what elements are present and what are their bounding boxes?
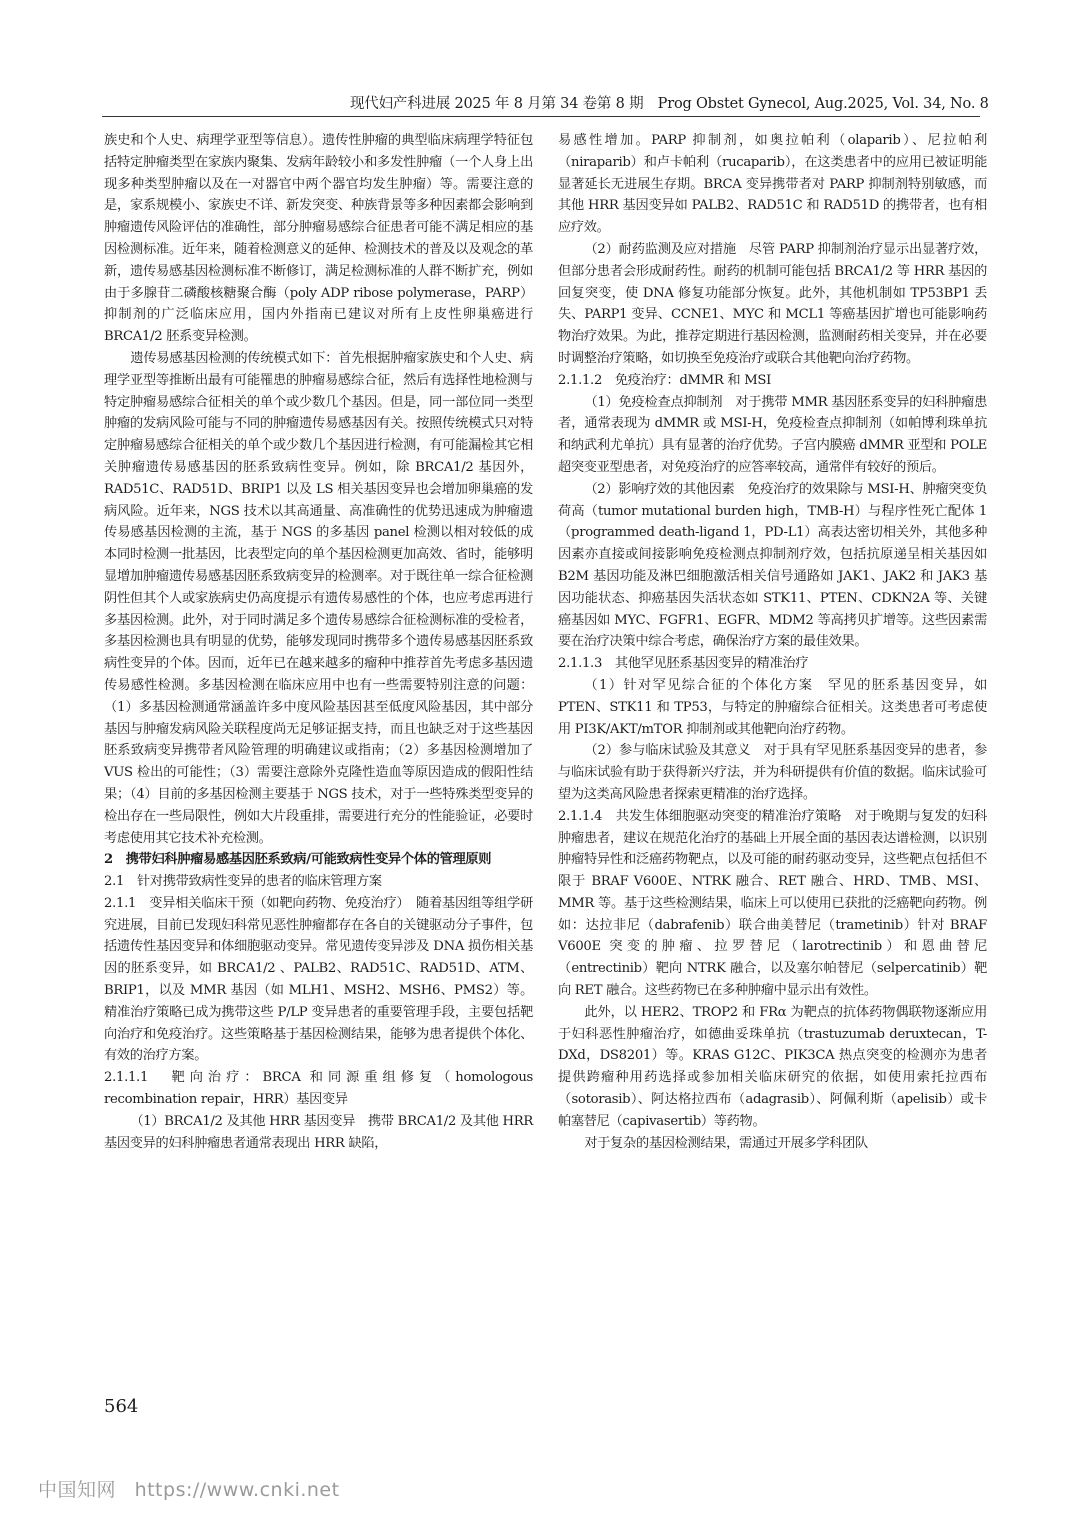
- paragraph: 此外，以 HER2、TROP2 和 FRα 为靶点的抗体药物偶联物逐渐应用于妇科恶性肿瘤治疗，如德曲妥珠单抗（trastuzumab deruxtecan，T-DXd，DS8201）等。KRAS G12C、PIK3CA 热点突变的检测亦为患者提供跨瘤种用药选择或参加相关临床研究的依据，如使用索托拉西布（sotorasib）、阿达格拉西布（adagrasib）、阿佩利斯（apelisib）或卡帕塞替尼（capivasertib）等药物。: [558, 1004, 987, 1129]
- paragraph: （1）免疫检查点抑制剂 对于携带 MMR 基因胚系变异的妇科肿瘤患者，通常表现为 dMMR 或 MSI-H，免疫检查点抑制剂（如帕博利珠单抗和纳武利尤单抗）具有显著的治疗优势。子宫内膜癌 dMMR 亚型和 POLE 超突变亚型患者，对免疫治疗的应答率较高，通常伴有较好的预后。: [558, 394, 987, 475]
- section-heading-2-1-1-4: 2.1.1.4 共发生体细胞驱动突变的精准治疗策略 对于晚期与复发的妇科肿瘤患者，建议在规范化治疗的基础上开展全面的基因表达谱检测，以识别肿瘤特异性和泛癌药物靶点，以及可能的耐药驱动变异，这些靶点包括但不限于 BRAF V600E、NTRK 融合、RET 融合、HRD、TMB、MSI、MMR 等。基于这些检测结果，临床上可以使用已获批的泛癌靶向药物。例如：达拉非尼（dabrafenib）联合曲美替尼（trametinib）针对 BRAF V600E 突变的肿瘤、拉罗替尼（larotrectinib）和恩曲替尼（entrectinib）靶向 NTRK 融合，以及塞尔帕替尼（selpercatinib）靶向 RET 融合。这些药物已在多种肿瘤中显示出有效性。: [558, 808, 987, 999]
- paragraph: （2）耐药监测及应对措施 尽管 PARP 抑制剂治疗显示出显著疗效，但部分患者会形成耐药性。耐药的机制可能包括 BRCA1/2 等 HRR 基因的回复突变，使 DNA 修复功能部分恢复。此外，其他机制如 TP53BP1 丢失、PARP1 变异、CCNE1、MYC 和 MCL1 等癌基因扩增也可能影响药物治疗效果。为此，推荐定期进行基因检测，监测耐药相关变异，并在必要时调整治疗策略，如切换至免疫治疗或联合其他靶向治疗药物。: [558, 241, 987, 366]
- paragraph: 对于复杂的基因检测结果，需通过开展多学科团队: [584, 1135, 868, 1151]
- paragraph: （1）BRCA1/2 及其他 HRR 基因变异 携带 BRCA1/2 及其他 HRR 基因变异的妇科肿瘤患者通常表现出 HRR 缺陷，: [104, 1113, 533, 1151]
- section-heading-2-1-1-3: 2.1.1.3 其他罕见胚系基因变异的精准治疗: [558, 656, 809, 672]
- paragraph: 遗传易感基因检测的传统模式如下：首先根据肿瘤家族史和个人史、病理学亚型等推断出最有可能罹患的肿瘤易感综合征，然后有选择性地检测与特定肿瘤易感综合征相关的单个或少数几个基因。但是，同一部位同一类型肿瘤的发病风险可能与不同的肿瘤遗传易感基因有关。按照传统模式只对特定肿瘤易感综合征相关的单个或少数几个基因进行检测，有可能漏检其它相关肿瘤遗传易感基因的胚系致病性变异。例如，除 BRCA1/2 基因外，RAD51C、RAD51D、BRIP1 以及 LS 相关基因变异也会增加卵巢癌的发病风险。近年来，NGS 技术以其高通量、高准确性的优势迅速成为肿瘤遗传易感基因检测的主流，基于 NGS 的多基因 panel 检测以相对较低的成本同时检测一批基因，比表型定向的单个基因检测更加高效、省时，能够明显增加肿瘤遗传易感基因胚系致病变异的检测率。对于既往单一综合征检测阴性但其个人或家族病史仍高度提示有遗传易感性的个体，也应考虑再进行多基因检测。此外，对于同时满足多个遗传易感综合征检测标准的受检者，多基因检测也具有明显的优势，能够发现同时携带多个遗传易感基因胚系致病性变异的个体。因而，近年已在越来越多的瘤种中推荐首先考虑多基因遗传易感性检测。多基因检测在临床应用中也有一些需要特别注意的问题：（1）多基因检测通常涵盖许多中度风险基因甚至低度风险基因，其中部分基因与肿瘤发病风险关联程度尚无足够证据支持，而且也缺乏对于这些基因胚系致病变异携带者风险管理的明确建议或指南；（2）多基因检测增加了 VUS 检出的可能性；（3）需要注意除外克隆性造血等原因造成的假阳性结果；（4）目前的多基因检测主要基于 NGS 技术，对于一些特殊类型变异的检出存在一些局限性，例如大片段重排，需要进行充分的性能验证，必要时考虑使用其它技术补充检测。: [104, 350, 533, 846]
- running-header: 现代妇产科进展 2025 年 8 月第 34 卷第 8 期 Prog Obstet Gynecol, Aug.2025, Vol. 34, No. 8: [350, 96, 989, 112]
- section-heading-2-1-1-1: 2.1.1.1 靶向治疗：BRCA 和同源重组修复（homologous recombination repair，HRR）基因变异: [104, 1070, 533, 1108]
- right-column: [558, 130, 987, 1154]
- cnki-url: https://www.cnki.net: [134, 1479, 340, 1501]
- cnki-site-name: 中国知网: [38, 1479, 117, 1501]
- section-heading-2-1-1-2: 2.1.1.2 免疫治疗：dMMR 和 MSI: [558, 372, 772, 388]
- left-column: [104, 130, 533, 1154]
- section-heading-2-1-1: 2.1.1 变异相关临床干预（如靶向药物、免疫治疗） 随着基因组等组学研究进展，目前已发现妇科常见恶性肿瘤都存在各自的关键驱动分子事件，包括遗传性基因变异和体细胞驱动变异。常见遗传变异涉及 DNA 损伤相关基因的胚系变异，如 BRCA1/2 、PALB2、RAD51C、RAD51D、ATM、BRIP1，以及 MMR 基因（如 MLH1、MSH2、MSH6、PMS2）等。精准治疗策略已成为携带这些 P/LP 变异患者的重要管理手段，主要包括靶向治疗和免疫治疗。这些策略基于基因检测结果，能够为患者提供个体化、有效的治疗方案。: [104, 895, 533, 1064]
- header-rule: [102, 116, 980, 117]
- section-heading-2: 2 携带妇科肿瘤易感基因胚系致病/可能致病性变异个体的管理原则: [104, 852, 492, 868]
- paragraph: 族史和个人史、病理学亚型等信息）。遗传性肿瘤的典型临床病理学特征包括特定肿瘤类型在家族内聚集、发病年龄较小和多发性肿瘤（一个人身上出现多种类型肿瘤以及在一对器官中两个器官均发生肿瘤）等。需要注意的是，家系规模小、家族史不详、新发突变、种族背景等多种因素都会影响到肿瘤遗传风险评估的准确性，部分肿瘤易感综合征患者可能不满足相应的基因检测标准。近年来，随着检测意义的延伸、检测技术的普及以及观念的革新，遗传易感基因检测标准不断修订，满足检测标准的人群不断扩充，例如由于多腺苷二磷酸核糖聚合酶（poly ADP ribose polymerase，PARP）抑制剂的广泛临床应用，国内外指南已建议对所有上皮性卵巢癌进行 BRCA1/2 胚系变异检测。: [104, 133, 533, 345]
- watermark-footer: [38, 1475, 340, 1502]
- paragraph: （2）影响疗效的其他因素 免疫治疗的效果除与 MSI-H、肿瘤突变负荷高（tumor mutational burden high，TMB-H）与程序性死亡配体 1（programmed death-ligand 1，PD-L1）高表达密切相关外，其他多种因素亦直接或间接影响免疫检测点抑制剂疗效，包括抗原递呈相关基因如 B2M 基因功能及淋巴细胞激活相关信号通路如 JAK1、JAK2 和 JAK3 基因功能状态、抑癌基因失活状态如 STK11、PTEN、CDKN2A 等、关键癌基因如 MYC、FGFR1、EGFR、MDM2 等高拷贝扩增等。这些因素需要在治疗决策中综合考虑，确保治疗方案的最佳效果。: [558, 481, 987, 650]
- section-heading-2-1: 2.1 针对携带致病性变异的患者的临床管理方案: [104, 874, 382, 890]
- paragraph: 易感性增加。PARP 抑制剂，如奥拉帕利（olaparib）、尼拉帕利（niraparib）和卢卡帕利（rucaparib），在这类患者中的应用已被证明能显著延长无进展生存期。BRCA 变异携带者对 PARP 抑制剂特别敏感，而其他 HRR 基因变异如 PALB2、RAD51C 和 RAD51D 的携带者，也有相应疗效。: [558, 133, 987, 236]
- page-number: 564: [104, 1396, 139, 1417]
- paragraph: （2）参与临床试验及其意义 对于具有罕见胚系基因变异的患者，参与临床试验有助于获得新兴疗法，并为科研提供有价值的数据。临床试验可望为这类高风险患者探索更精准的治疗选择。: [558, 743, 987, 802]
- paragraph: （1）针对罕见综合征的个体化方案 罕见的胚系基因变异，如 PTEN、STK11 和 TP53，与特定的肿瘤综合征相关。这类患者可考虑使用 PI3K/AKT/mTOR 抑制剂或其他靶向治疗药物。: [558, 677, 987, 737]
